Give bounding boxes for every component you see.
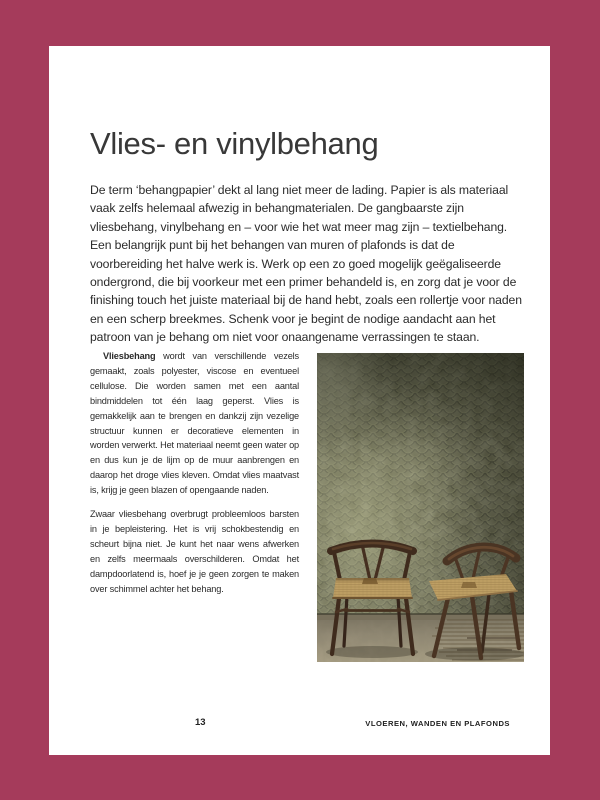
page-number: 13 <box>195 717 206 728</box>
body-text-column <box>90 349 299 597</box>
footer-section-title: VLOEREN, WANDEN EN PLAFONDS <box>365 719 510 728</box>
body-paragraph-1-text: wordt van verschillende vezels gemaakt, zoals polyester, viscose en eventueel cellulose. Die worden samen met een aantal bindmiddelen tot één laag geperst. Vlies is gemakkelijk aan te brengen en dankzij zijn vezelige structuur kunnen er decoratieve elementen in worden verwerkt. Het materiaal neemt geen water op en dus kun je de lijm op de muur aanbrengen en daarop het droge vlies kleven. Omdat vlies maatvast is, krijg je geen blazen of opengaande naden. <box>90 351 299 496</box>
intro-paragraph: De term ‘behangpapier’ dekt al lang niet meer de lading. Papier is als materiaal vaak zelfs helemaal afwezig in behangmaterialen. De gangbaarste zijn vliesbehang, vinylbehang en – voor wie het wat meer mag zijn – textielbehang. Een belangrijk punt bij het behangen van muren of plafonds is dat de voorbereiding het halve werk is. Werk op een zo goed mogelijk geëgaliseerde ondergrond, die bij voorkeur met een primer behandeld is, en zorg dat je voor de finishing touch het juiste materiaal bij de hand hebt, zoals een rollertje voor naden en een scherp breekmes. Schenk voor je begint de nodige aandacht aan het patroon van je behang om niet voor onaangename verrassingen te staan. <box>90 183 522 345</box>
book-page <box>49 46 550 755</box>
body-paragraph-1-lead: Vliesbehang <box>103 351 156 361</box>
chairs-photo <box>317 353 524 662</box>
page-title: Vlies- en vinylbehang <box>90 126 379 161</box>
wallpaper-wall <box>317 353 524 614</box>
body-paragraph-2: Zwaar vliesbehang overbrugt probleemloos barsten in je bepleistering. Het is vrij schokbestendig en scheurt bijna niet. Je kunt het naar wens afwerken en zelfs meermaals overschilderen. Omdat het dampdoorlatend is, hoef je je geen zorgen te maken over schimmel achter het behang. <box>90 509 299 594</box>
body-paragraph-1 <box>90 349 299 498</box>
chairs-photo-illustration <box>317 353 524 662</box>
